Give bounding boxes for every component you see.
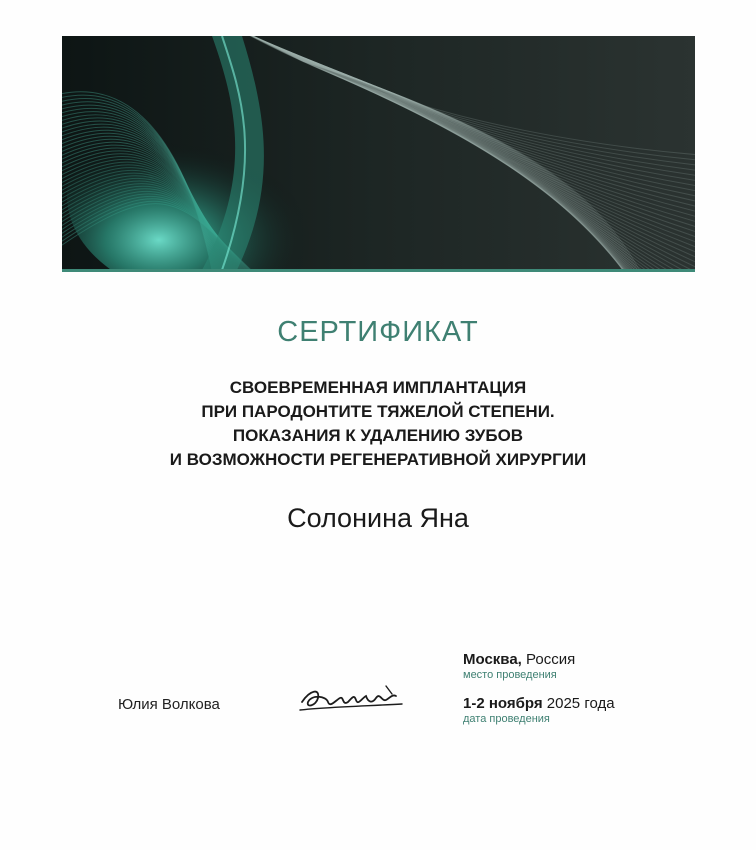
event-date (463, 695, 615, 725)
certificate-title: СЕРТИФИКАТ (277, 316, 479, 348)
banner-accent-line (62, 269, 695, 272)
recipient-name: Солонина Яна (287, 503, 469, 533)
event-location (463, 651, 575, 681)
date-caption: дата проведения (463, 713, 550, 725)
course-title-line: ПРИ ПАРОДОНТИТЕ ТЯЖЕЛОЙ СТЕПЕНИ. (201, 402, 555, 421)
country: Россия (526, 651, 576, 668)
abstract-wave-graphic (62, 36, 695, 270)
city: Москва, (463, 651, 522, 668)
date-year: 2025 года (546, 695, 615, 712)
signer-name: Юлия Волкова (118, 696, 220, 713)
course-title (120, 376, 636, 472)
course-title-line: ПОКАЗАНИЯ К УДАЛЕНИЮ ЗУБОВ (232, 426, 524, 445)
location-caption: место проведения (463, 669, 557, 681)
course-title-line: И ВОЗМОЖНОСТИ РЕГЕНЕРАТИВНОЙ ХИРУРГИИ (169, 450, 587, 469)
course-title-line: СВОЕВРЕМЕННАЯ ИМПЛАНТАЦИЯ (229, 378, 527, 397)
header-banner (62, 36, 695, 270)
date-days: 1-2 ноября (463, 695, 543, 712)
handwritten-signature (296, 680, 408, 718)
